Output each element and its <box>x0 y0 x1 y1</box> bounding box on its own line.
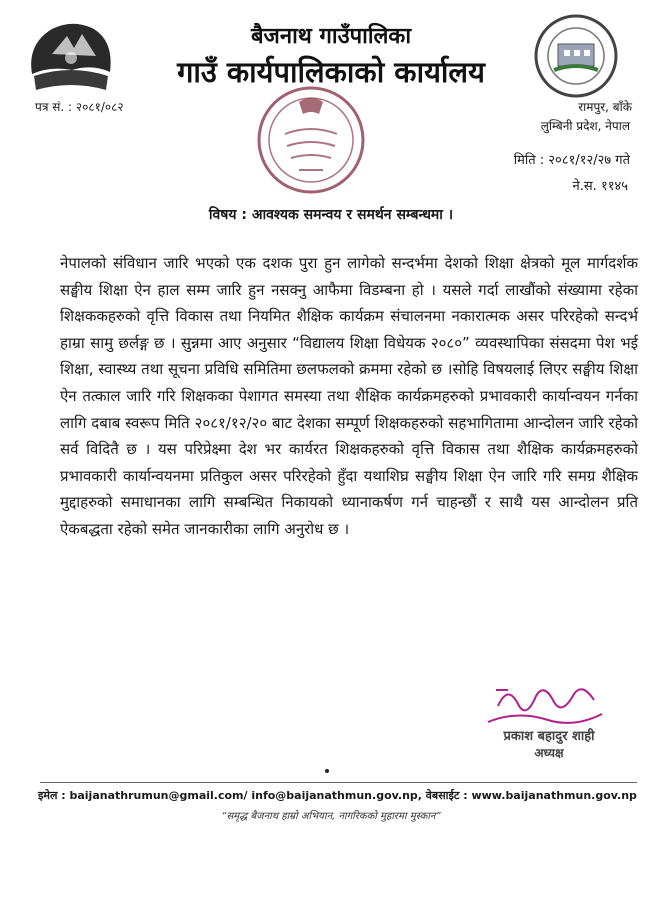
office-stamp <box>255 84 367 196</box>
signer-title: अध्यक्ष <box>534 746 564 760</box>
letter-date: मिति : २०८१/१२/२७ गते <box>513 153 630 168</box>
organization-name: बैजनाथ गाउँपालिका <box>250 24 412 49</box>
footer-divider <box>40 782 637 783</box>
footer-contact: इमेल : baijanathrumun@gmail.com/ info@baijanathmun.gov.np, वेबसाईट : www.baijanathmun.gov.np <box>38 789 637 802</box>
address-line-2: लुम्बिनी प्रदेश, नेपाल <box>540 119 630 133</box>
letter-body: नेपालको संविधान जारि भएको एक दशक पुरा हुन लागेको सन्दर्भमा देशको शिक्षा क्षेत्रको मूल मार्गदर्शक सङ्घीय शिक्षा ऐन हाल सम्म जारि हुन नसक्नु आफैमा विडम्बना हो । यसले गर्दा लाखौंको संख्यामा रहेका शिक्षककहरुको वृत्ति विकास तथा नियमित शैक्षिक कार्यक्रम संचालनमा नकारात्मक असर परिरहेको सन्दर्भ हाम्रा सामु छर्लङ्ग छ । सुन्नमा आए अनुसार “विद्यालय शिक्षा विधेयक २०८०” व्यवस्थापिका संसदमा पेश भई शिक्षा, स्वास्थ्य तथा सूचना प्रविधि समितिमा छलफलको क्रममा रहेको छ ।सोहि विषयलाई लिएर सङ्घीय शिक्षा ऐन तत्काल जारि गरि शिक्षकका पेशागत समस्या तथा शैक्षिक कार्यक्रमहरुको प्रभावकारी कार्यान्वयन गर्नका लागि दबाब स्वरूप मिति २०८१/१२/२० बाट देशका सम्पूर्ण शिक्षकहरुको सहभागितामा आन्दोलन जारि रहेको सर्व विदितै छ । यस परिप्रेक्ष्मा देश भर कार्यरत शिक्षकहरुको वृत्ति विकास तथा शैक्षिक कार्यक्रमहरुको प्रभावकारी कार्यान्वयनमा प्रतिकुल असर परिरहेको हुँदा यथाशिघ्र सङ्घीय शिक्षा ऐन जारि गरि समग्र शैक्षिक मुद्दाहरुको समाधानका लागि सम्बन्धित निकायको ध्यानाकर्षण गर्न चाहन्छौं र साथै यस आन्दोलन प्रति ऐकबद्धता रहेको समेत जानकारीका लागि अनुरोध छ । <box>60 254 638 538</box>
office-name: गाउँ कार्यपालिकाको कार्यालय <box>177 55 485 89</box>
address-line-1: रामपुर, बाँके <box>578 100 632 114</box>
reference-number: पत्र सं. : २०८१/०८२ <box>35 100 124 114</box>
bullet-dot <box>325 769 329 773</box>
letter-subject: विषय : आवश्यक समन्वय र समर्थन सम्बन्धमा । <box>208 207 454 223</box>
signer-name: प्रकाश बहादुर शाही <box>503 729 595 744</box>
footer-slogan: “समृद्ध बैजनाथ हाम्रो अभियान, नागरिकको मुहारमा मुस्कान” <box>221 811 441 822</box>
nepal-sambat-date: ने.स. ११४५ <box>572 179 628 194</box>
